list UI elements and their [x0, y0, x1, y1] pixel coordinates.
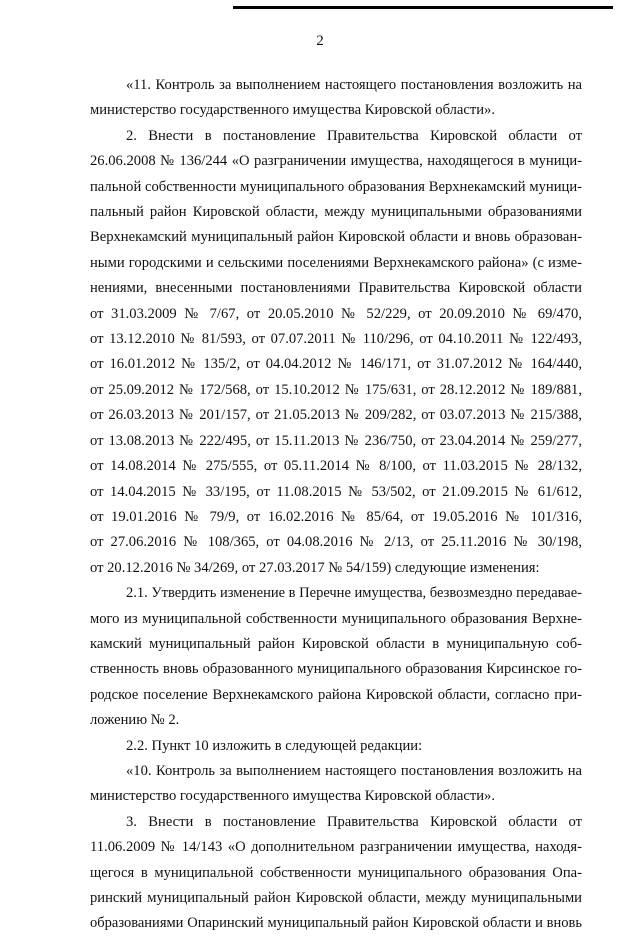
text-line: от 13.12.2010 № 81/593, от 07.07.2011 № 110/296, от 04.10.2011 № 122/493, — [90, 331, 582, 348]
text-line: 2.2. Пункт 10 изложить в следующей редакции: — [126, 737, 423, 754]
text-line: «10. Контроль за выполнением настоящего постановления возложить на — [126, 762, 582, 779]
text-line: от 27.06.2016 № 108/365, от 04.08.2016 № 2/13, от 25.11.2016 № 30/198, — [90, 534, 582, 551]
text-line: пальной собственности муниципального образования Верхнекамский муници- — [90, 178, 582, 195]
text-line: ринский муниципальный район Кировской области, между муниципальными — [90, 890, 582, 906]
text-line: от 20.12.2016 № 34/269, от 27.03.2017 № 54/159) следующие изменения: — [90, 559, 540, 576]
top-border-line — [233, 6, 613, 9]
text-line: ными городскими и сельскими поселениями Верхнекамского района» (с изме- — [90, 254, 582, 271]
text-line: камский муниципальный район Кировской области в муниципальную соб- — [90, 635, 582, 652]
text-line: от 13.08.2013 № 222/495, от 15.11.2013 № 236/750, от 23.04.2014 № 259/277, — [90, 432, 582, 449]
text-line: 26.06.2008 № 136/244 «О разграничении имущества, находящегося в муници- — [90, 153, 582, 170]
text-line: от 25.09.2012 № 172/568, от 15.10.2012 № 175/631, от 28.12.2012 № 189/881, — [90, 381, 582, 398]
text-line: пальный район Кировской области, между муниципальными образованиями — [90, 204, 582, 221]
text-line: от 19.01.2016 № 79/9, от 16.02.2016 № 85/64, от 19.05.2016 № 101/316, — [90, 508, 582, 525]
text-line: от 31.03.2009 № 7/67, от 20.05.2010 № 52/229, от 20.09.2010 № 69/470, — [90, 305, 582, 322]
page-number: 2 — [316, 33, 324, 49]
text-line: Верхнекамский муниципальный район Кировской области и вновь образован- — [90, 229, 582, 246]
text-line: 3. Внести в постановление Правительства Кировской области от — [126, 813, 582, 830]
document-body — [90, 73, 582, 937]
text-line: 2. Внести в постановление Правительства Кировской области от — [126, 127, 582, 144]
text-line: от 14.08.2014 № 275/555, от 05.11.2014 № 8/100, от 11.03.2015 № 28/132, — [90, 458, 582, 475]
text-line: родское поселение Верхнекамского района Кировской области, согласно при- — [90, 686, 582, 703]
text-line: образованиями Опаринский муниципальный район Кировской области и вновь — [90, 915, 582, 932]
text-line: нениями, внесенными постановлениями Правительства Кировской области — [90, 280, 582, 297]
text-line: от 26.03.2013 № 201/157, от 21.05.2013 № 209/282, от 03.07.2013 № 215/388, — [90, 407, 582, 424]
text-line: щегося в муниципальной собственности муниципального образования Опа- — [90, 864, 582, 881]
text-line: «11. Контроль за выполнением настоящего постановления возложить на — [126, 77, 582, 93]
text-line: 2.1. Утвердить изменение в Перечне имущества, безвозмездно передавае- — [126, 585, 582, 602]
text-line: министерство государственного имущества Кировской области». — [90, 102, 496, 119]
text-line: от 14.04.2015 № 33/195, от 11.08.2015 № 53/502, от 21.09.2015 № 61/612, — [90, 483, 582, 500]
text-line: от 16.01.2012 № 135/2, от 04.04.2012 № 146/171, от 31.07.2012 № 164/440, — [90, 356, 582, 373]
text-line: мого из муниципальной собственности муниципального образования Верхне- — [90, 610, 582, 627]
text-line: 11.06.2009 № 14/143 «О дополнительном разграничении имущества, находя- — [90, 839, 582, 856]
text-line: ложению № 2. — [90, 712, 180, 729]
text-line: ственность вновь образованного муниципального образования Кирсинское го- — [90, 661, 582, 678]
text-line: министерство государственного имущества Кировской области». — [90, 788, 496, 805]
